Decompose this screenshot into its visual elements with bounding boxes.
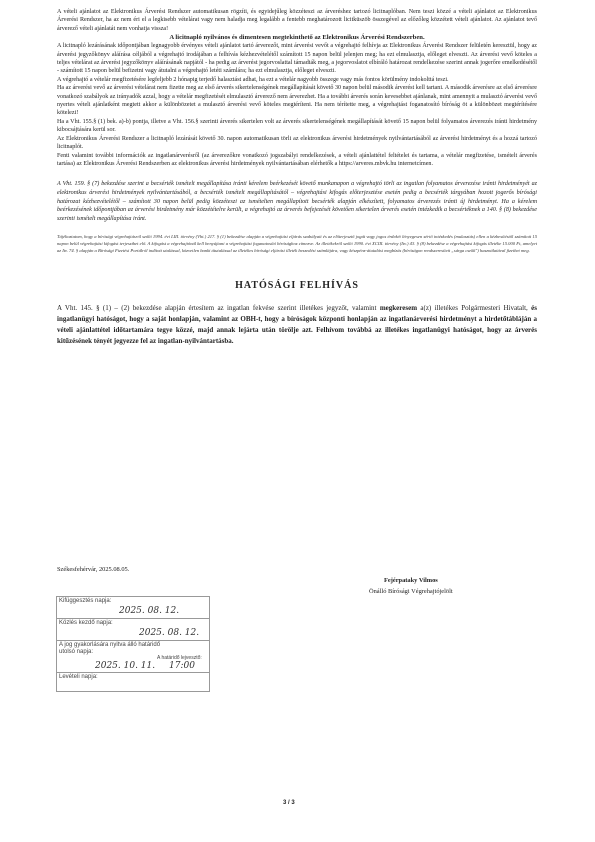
paragraph-continuous-auction: Ha a Vht. 155.§ (1) bek. a)-b) pontja, illetve a Vht. 156.§ szerinti árverés sikertelen volt az árverés sikertelenségének megállapítását követő 15 napon belül folyamatos árverezés iránti hirdetmény kibocsájtására kerül sor.: [57, 118, 537, 134]
stamp-label-deadline: A jog gyakorlására nyitva álló határidő utolsó napja:: [59, 642, 161, 655]
stamp-value-start: 2025. 08. 12.: [139, 628, 200, 638]
stamp-row-posted: [57, 597, 209, 619]
posting-stamp: [56, 596, 210, 692]
paragraph-second-auction: Ha az árverési vevő az árverési vételárat nem fizette meg az első árverés sikertelenségének megállapítását követő 30 napon belül második árverést kell tartani. A második árverésre az első árverésre vonatkozó szabályok az irányadók azzal, hogy a vételár megfizetését elmulasztó árverező nem árverezhet. Ha a további árverés során kevesebbet ajánlanak, mint amennyit a mulasztó árverési vevő nyertes vételi ajánlatként megtett akkor a különbözetet a mulasztó árverési vevő köteles megtéríteni. Ha nem térítette meg, a végrehajtást foganatosító bíróság öt a különbözet megtérítésére kötelezi!: [57, 85, 537, 117]
stamp-label-removal: Levételi napja:: [59, 674, 98, 680]
spacer: [57, 254, 537, 280]
spacer: [57, 223, 537, 233]
paragraph-buyer-summons: A licitnapló lezárásának időpontjában legnagyobb érvényes vételi ajánlatot tartó árverezőt, mint árverési vevőt a végrehajtó felhívja az Elektronikus Árverési Rendszer felületén keresztül, hogy az árverési jegyzőkönyv aláírása céljából a végrehajtó irodájában a felhívás kézhezvételétől számított 15 napon belül jelenjen meg; ha ezt elmulasztja, előleget elveszti. Az árverési vevő köteles a teljes vételárat az árverési jegyzőkönyv aláírásának napjától - ha pedig az árverést jegorvoslattal támadták meg, a jegorvoslatot elbíráló határozat rendelkezése szerint annak jogerőre emelkedésétől - számított 15 napon belül befizetni vagy átutalni a végrehajtó letéti számlára; ha ezt elmulasztja, előleget elveszti.: [57, 43, 537, 75]
page-number: 3 / 3: [283, 800, 295, 806]
paragraph-payment-deferral: A végrehajtó a vételár megfizetésére legfeljebb 2 hónapig terjedő halasztást adhat, ha ezt a vételár nagyobb összege vagy más fontos körülmény indokolttá teszi.: [57, 76, 449, 83]
stamp-row-deadline: [57, 641, 209, 673]
spacer: [57, 291, 537, 303]
notice-licitnaplo: A licitnapló nyilvános és dimentesen megtekinthető az Elektronikus Árverési Rendszerben.: [169, 34, 425, 42]
signatory-name: Fejérpataky Vilmos: [384, 577, 438, 584]
request-bold-2: és ingatlanügyi hatóságot, hogy a saját honlapján, valamint az OBH-t, hogy a bíróságok központi honlapján az ingatlanárverési hirdetményt a hirdetőtábláján a vételi ajánlattétel időtartamára tegye közzé, majd annak lejárta után törölje azt. Felhívom továbbá az illetékes ingatlanügyi hatóságot, hogy az árverés kitűzésének tényét jegyezze fel az ingatlan-nyilvántartásba.: [57, 304, 537, 346]
request-bold-1: megkeresem: [379, 304, 418, 313]
stamp-value-deadline: 2025. 10. 11.: [95, 661, 156, 671]
paragraph-more-info: Fenti valamint további információk az ingatlanárverésről (az árverezőkre vonatkozó jogszabályi rendelkezések, a vételi ajánlattétel feltételei és tartama, a vételár megfizetése, ismételt árverés tartása) az Elektronikus Árverési Rendszerben az elektronikus árverési hirdetmények nyilvántartásában elérhetők a https://arveres.mbvk.hu internetcímen.: [57, 152, 537, 167]
paragraph-bid-recording: A vételi ajánlatot az Elektronikus Árverési Rendszer automatikusan rögzíti, és egyidejűleg közzéteszi az árveréshez tartozó licitnaplóban. Nem teszi közzé a vételi ajánlatot az Elektronikus Árverési Rendszer, ha az nem éri el a legkisebb vételárat vagy nem haladja meg legalább a fentebb meghatározott licitküszöb összegével az előzőleg közzétett vételi ajánlatot. Az ajánlatot tevő árverező vételi ajánlatát nem vonhatja vissza!: [57, 9, 537, 32]
stamp-row-removal: [57, 673, 209, 691]
stamp-label-start: Közlés kezdő napja:: [59, 620, 113, 626]
stamp-value-posted: 2025. 08. 12.: [119, 606, 180, 616]
paragraph-auto-deletion: Az Elektronikus Árverési Rendszer a licitnapló lezárását követő 30. napon automatikusan törli az elektronikus árverési hirdetmények nyilvántartásából az árverési hirdetményt és a hozzá tartozó licitnaplót.: [57, 135, 537, 151]
stamp-row-start: [57, 619, 209, 641]
stamp-label-posted: Kifüggesztés napja:: [59, 598, 112, 604]
document-page: [57, 8, 537, 347]
document-date: Székesfehérvár, 2025.08.05.: [57, 566, 130, 573]
paragraph-vht-159: A Vht. 159. § (7) bekezdése szerint a becsérték ismételt megállapítása iránti kérelem beérkezését követő munkanapon a végrehajtó törli az ingatlan folyamatos árverezése iránti hirdetményét az elektronikus árverési hirdetmények nyilvántartásából, a becsérték ismételt megállapításától – végrehajtási kifogás előterjesztése esetén pedig a becsérték tárgyában hozott jogerős bírósági határozat kézhezvételétől – számított 30 napon belül pedig közzéteszi az ismételten megállapított becsérték alapján elkészített, folyamatos árverezés iránti új hirdetményt. Ha a kérelem beérkezésének időpontjában az árverési hirdetmény már közzétételre került, a végrehajtó az árverés befejezését követően sikertelen árverés esetén intézkedik a becsértéknek a 140. § (8) bekezdése szerinti ismételt megállapítása iránt.: [57, 181, 537, 222]
request-text-2: a(z) illetékes Polgármesteri Hivatalt,: [417, 304, 532, 313]
legal-remedy-note: Tájékoztatom, hogy a bírósági végrehajtásról szóló 1994. évi LIII. törvény (Vht.) 217. § (1) bekezdése alapján a végrehajtási eljárás szabályait és az előterjesztő jogát vagy jogos érdekét lényegesen sértő intézkedés (mulasztás) ellen a kézbesítéstől számított 15 napon belül végrehajtási kifogást terjeszthet elő. A kifogást a végrehajtónál kell benyújtani a végrehajtást foganatosító bírósághoz címezve. Az illetékekről szóló 1990. évi XCIII. törvény (Itv.) 43. § (8) bekezdése a végrehajtási kifogás illetéke 15.000 Ft, amelyet az Itv. 74. § alapján a Bírósági Fizetési Portálról indított utalással, közvetlen banki átutalással az illetékes bírósági eljárási illeték beszedési számlájára, vagy készpénz-átutalási megbízás (bíróságon rendszeresített „sárga csekk") használatával fizethet meg.: [57, 234, 537, 254]
stamp-value-deadline-time: 17:00: [169, 661, 195, 671]
signatory-title: Önálló Bírósági Végrehajtójelölt: [369, 588, 453, 595]
section-heading: HATÓSÁGI FELHÍVÁS: [235, 280, 359, 292]
spacer: [57, 168, 537, 180]
request-text-1: A Vht. 145. § (1) – (2) bekezdése alapján értesítem az ingatlan fekvése szerint illetékes jegyzőt, valamint: [57, 304, 380, 313]
official-request-paragraph: [57, 303, 537, 347]
stamp-label-deadline-2: A határidő lejvesztő:: [157, 655, 202, 661]
